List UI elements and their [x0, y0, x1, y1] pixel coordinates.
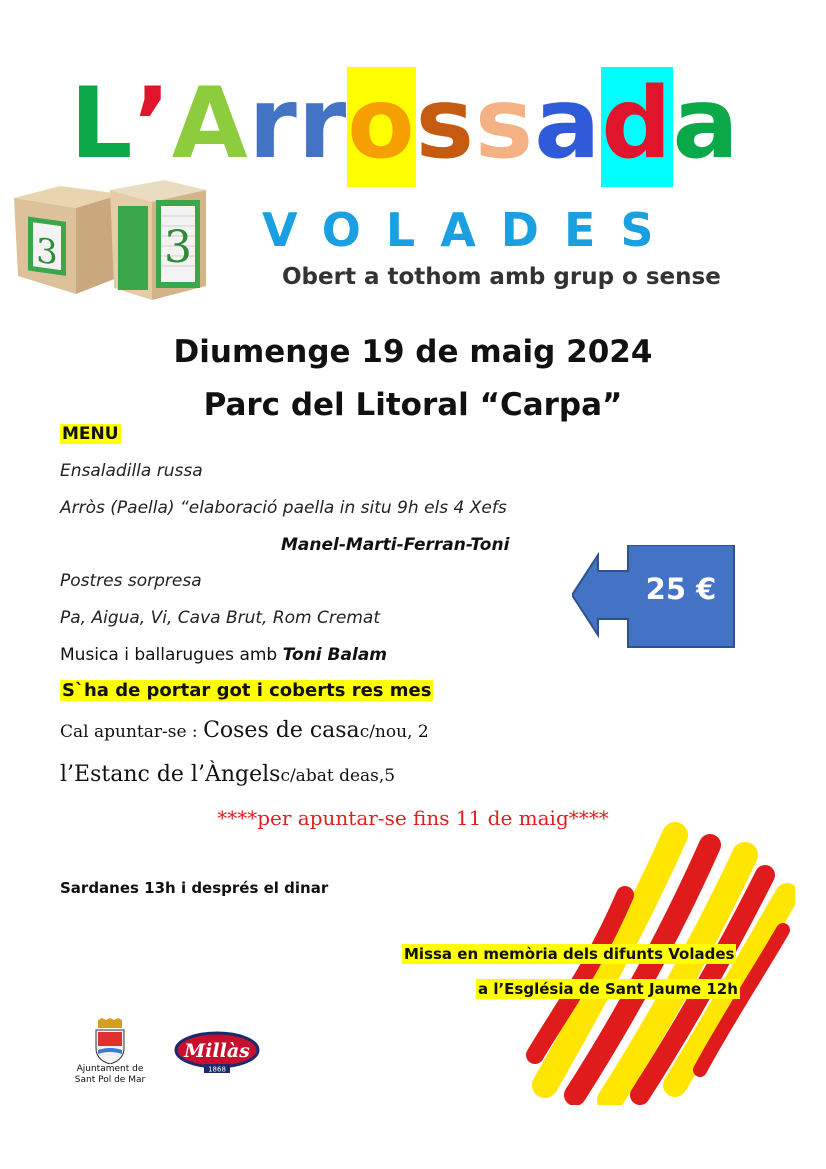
event-date: Diumenge 19 de maig 2024: [173, 334, 653, 370]
price-label: 25 €: [645, 572, 717, 606]
menu-heading: MENU: [62, 424, 119, 444]
title-letter: A: [171, 67, 249, 181]
group-name: VOLADES: [262, 203, 679, 257]
menu-item-4: Pa, Aigua, Vi, Cava Brut, Rom Cremat: [60, 608, 380, 628]
sardanes-schedule: Sardanes 13h i després el dinar: [60, 879, 329, 897]
block-digit-left: 3: [36, 230, 58, 274]
title-letter: a: [672, 67, 740, 181]
signup-place-2-address: c/abat deas,5: [280, 766, 396, 786]
title-letter: r: [248, 67, 298, 181]
ajuntament-name-line-2: Sant Pol de Mar: [74, 1075, 146, 1085]
ajuntament-logo: [70, 1018, 150, 1090]
block-digit-right: 3: [164, 222, 192, 273]
signup-place-1-address: c/nou, 2: [359, 722, 429, 742]
music-artist: Toni Balam: [282, 645, 387, 665]
title-letter: s: [415, 67, 475, 181]
ajuntament-name-line-1: Ajuntament de: [76, 1064, 144, 1074]
menu-item-2: Arròs (Paella) “elaboració paella in situ 9h els 4 Xefs: [60, 498, 507, 518]
millas-year: 1868: [208, 1065, 226, 1074]
title-letter: s: [474, 67, 535, 181]
millas-name: Millàs: [184, 1040, 250, 1062]
signup-place-2: l’Estanc de l’Àngels: [60, 762, 281, 787]
title-letter: ’: [133, 67, 172, 181]
subtitle: Obert a tothom amb grup o sense: [282, 264, 721, 290]
music-line: [60, 645, 387, 665]
title-letter: r: [297, 67, 348, 181]
signup-place-1: Coses de casa: [203, 718, 360, 743]
title-letter: a: [534, 67, 602, 181]
signup-line-2: [60, 762, 395, 787]
mass-notice-line-1: Missa en memòria dels difunts Volades: [404, 945, 735, 963]
bring-notice: S`ha de portar got i coberts res mes: [62, 680, 432, 701]
signup-prefix: Cal apuntar-se :: [60, 722, 204, 742]
title-letter: L: [70, 67, 134, 181]
music-prefix: Musica i ballarugues amb: [60, 645, 283, 665]
signup-deadline: ****per apuntar-se fins 11 de maig****: [217, 806, 609, 830]
millas-logo: [174, 1030, 260, 1074]
chefs-names: Manel-Marti-Ferran-Toni: [281, 535, 510, 555]
mass-notice-line-2: a l’Església de Sant Jaume 12h: [478, 980, 738, 998]
title-letter: o: [347, 67, 415, 187]
signup-line: [60, 718, 429, 743]
event-place: Parc del Litoral “Carpa”: [203, 387, 623, 423]
title-letter: d: [601, 67, 672, 187]
menu-item-3: Postres sorpresa: [60, 571, 202, 591]
number-blocks-image: [10, 176, 210, 306]
menu-item-1: Ensaladilla russa: [60, 461, 203, 481]
event-title: [70, 62, 740, 187]
coat-of-arms-icon: [70, 1018, 150, 1064]
